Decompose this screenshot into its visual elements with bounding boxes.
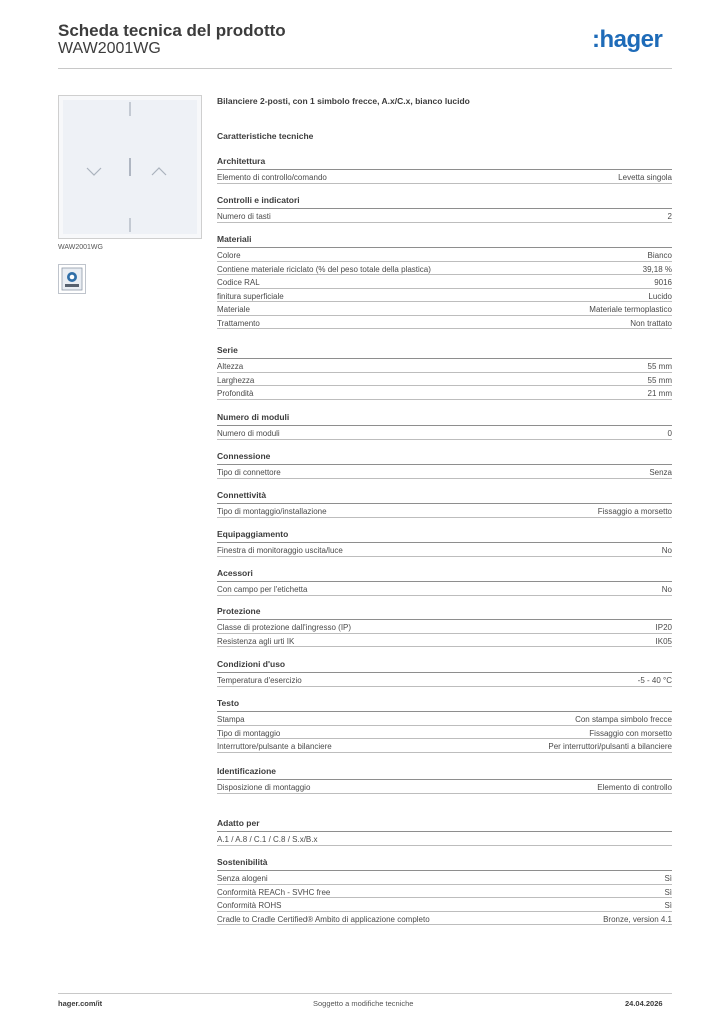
spec-row [217,673,672,687]
product-image [58,95,202,239]
section-title: Architettura [217,156,266,166]
spec-label: finitura superficiale [217,291,284,301]
spec-value: 55 mm [647,362,672,371]
spec-row [217,289,672,303]
header-divider [58,68,672,69]
footer-note: Soggetto a modifiche tecniche [313,999,414,1008]
spec-row [217,248,672,262]
spec-label: Classe di protezione dall'ingresso (IP) [217,623,352,632]
spec-section [217,345,672,400]
spec-row [217,620,672,634]
section-title: Protezione [217,606,261,616]
spec-value: Sì [664,874,672,883]
spec-value: 55 mm [647,375,672,385]
hager-logo[interactable]: :hager [592,26,663,53]
spec-value: Non trattato [630,318,672,328]
spec-label: Tipo di montaggio/installazione [217,507,327,516]
spec-section [217,857,672,925]
section-title: Acessori [217,568,253,578]
spec-section [217,698,672,753]
spec-label: Tipo di montaggio [217,728,281,738]
spec-value: Bronze, version 4.1 [603,914,672,924]
spec-value: Sì [664,901,672,910]
spec-label: Conformità ROHS [217,901,282,910]
spec-row [217,504,672,518]
spec-section [217,412,672,440]
spec-row [217,386,672,400]
section-title: Testo [217,698,240,708]
section-title: Equipaggiamento [217,529,289,539]
spec-row [217,634,672,648]
section-title: Identificazione [217,766,277,776]
spec-value: Lucido [648,291,672,301]
spec-row [217,885,672,899]
spec-value: -5 - 40 °C [637,676,672,685]
spec-section [217,659,672,687]
spec-value: Sì [664,887,672,897]
spec-row [217,373,672,387]
spec-row [217,465,672,479]
document-title: Scheda tecnica del prodotto [58,21,286,40]
spec-value: Materiale termoplastico [589,305,672,314]
spec-section [217,451,672,479]
spec-value: Fissaggio con morsetto [589,728,672,738]
spec-section [217,490,672,518]
spec-label: Con campo per l'etichetta [217,585,308,594]
spec-row [217,871,672,885]
spec-label: Numero di tasti [217,212,271,221]
product-code: WAW2001WG [58,40,161,57]
spec-value: No [661,585,672,594]
section-title: Connessione [217,451,271,461]
spec-value: Per interruttori/pulsanti a bilanciere [548,742,672,751]
spec-label: Resistenza agli urti IK [217,636,295,646]
spec-row [217,712,672,726]
spec-label: Cradle to Cradle Certified® Ambito di applicazione completo [217,914,430,924]
spec-row [217,543,672,557]
spec-section [217,766,672,794]
spec-section [217,529,672,557]
spec-label: Colore [217,251,241,260]
rocker-switch-image [63,100,197,234]
spec-value: 0 [667,429,672,438]
spec-row [217,912,672,926]
spec-label: Stampa [217,715,245,724]
spec-row [217,262,672,276]
spec-label: Temperatura d'esercizio [217,676,302,685]
spec-row [217,739,672,753]
rocker-switch-drawing [63,100,197,234]
spec-row [217,898,672,912]
spec-section [217,195,672,223]
spec-value: Con stampa simbolo frecce [575,715,672,724]
spec-row [217,726,672,740]
spec-label: Finestra di monitoraggio uscita/luce [217,546,343,555]
spec-label: Codice RAL [217,278,260,287]
spec-row [217,302,672,316]
spec-section [217,606,672,647]
section-title: Adatto per [217,818,260,828]
spec-value: Fissaggio a morsetto [597,507,672,516]
spec-label: Larghezza [217,375,255,385]
spec-value: Levetta singola [618,173,672,182]
spec-value: IP20 [655,623,672,632]
footer-divider [58,993,672,994]
spec-value: 39,18 % [642,264,672,274]
footer-date: 24.04.2026 [625,999,663,1008]
section-title: Connettività [217,490,267,500]
spec-label: Trattamento [217,318,260,328]
spec-label: A.1 / A.8 / C.1 / C.8 / S.x/B.x [217,835,318,844]
product-description: Bilanciere 2-posti, con 1 simbolo frecce, A.x/C.x, bianco lucido [217,96,470,106]
section-title: Materiali [217,234,252,244]
spec-row [217,209,672,223]
spec-value: IK05 [655,636,672,646]
spec-label: Contiene materiale riciclato (% del peso totale della plastica) [217,264,431,274]
spec-section [217,156,672,184]
spec-label: Elemento di controllo/comando [217,173,327,182]
spec-label: Senza alogeni [217,874,268,883]
spec-label: Tipo di connettore [217,468,281,477]
spec-label: Conformità REACh - SVHC free [217,887,331,897]
section-title: Condizioni d'uso [217,659,286,669]
spec-label: Materiale [217,305,250,314]
spec-row [217,780,672,794]
section-title: Sostenibilità [217,857,268,867]
spec-row [217,359,672,373]
spec-section [217,234,672,329]
section-title: Numero di moduli [217,412,290,422]
spec-label: Profondità [217,389,254,398]
spec-label: Disposizione di montaggio [217,783,311,792]
spec-label: Altezza [217,362,244,371]
spec-section [217,568,672,596]
spec-value: No [661,546,672,555]
spec-row [217,316,672,330]
certification-badge-icon [58,264,86,294]
section-title: Controlli e indicatori [217,195,300,205]
section-title: Serie [217,345,238,355]
spec-value: 9016 [654,278,672,287]
spec-row [217,275,672,289]
spec-row [217,582,672,596]
spec-row [217,170,672,184]
spec-label: Interruttore/pulsante a bilanciere [217,742,332,751]
spec-row [217,426,672,440]
specs-heading: Caratteristiche tecniche [217,131,314,141]
spec-row [217,832,672,846]
spec-label: Numero di moduli [217,429,280,438]
spec-value: Elemento di controllo [597,783,672,792]
spec-value: Senza [649,468,672,477]
product-image-caption: WAW2001WG [58,244,103,251]
spec-value: 21 mm [647,389,672,398]
footer-website[interactable]: hager.com/it [58,999,103,1008]
spec-value: 2 [667,212,672,221]
spec-section [217,818,672,846]
spec-value: Bianco [647,251,672,260]
